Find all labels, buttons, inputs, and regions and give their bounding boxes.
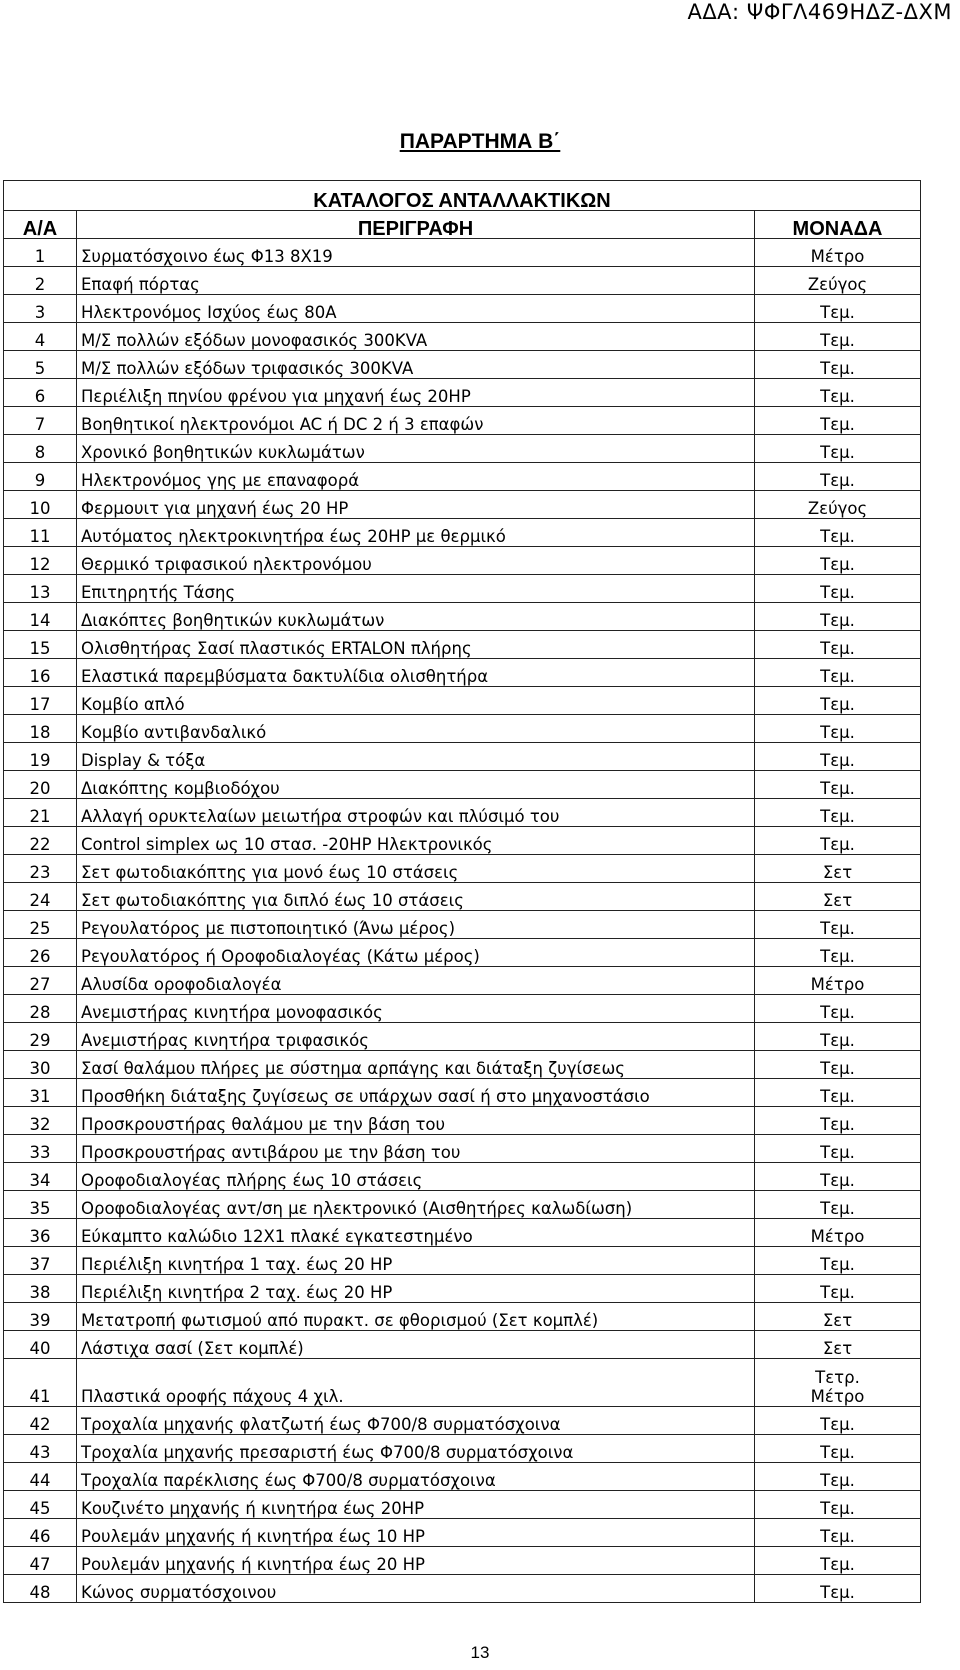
row-description: Επιτηρητής Τάσης xyxy=(77,575,755,603)
row-description: Περιέλιξη κινητήρα 1 ταχ. έως 20 ΗΡ xyxy=(77,1247,755,1275)
table-row xyxy=(4,1407,921,1435)
row-description: Ελαστικά παρεμβύσματα δακτυλίδια ολισθητήρα xyxy=(77,659,755,687)
row-unit: Τεμ. xyxy=(755,715,921,743)
row-unit: Τεμ. xyxy=(755,1107,921,1135)
row-number: 10 xyxy=(4,491,77,519)
row-number: 5 xyxy=(4,351,77,379)
table-row xyxy=(4,1463,921,1491)
row-number: 7 xyxy=(4,407,77,435)
row-description: Προσκρουστήρας θαλάμου με την βάση του xyxy=(77,1107,755,1135)
row-number: 26 xyxy=(4,939,77,967)
row-unit: Τεμ. xyxy=(755,995,921,1023)
row-description: Διακόπτες βοηθητικών κυκλωμάτων xyxy=(77,603,755,631)
row-unit: Τεμ. xyxy=(755,1191,921,1219)
annex-heading: ΠΑΡΑΡΤΗΜΑ Β΄ xyxy=(399,130,561,153)
table-row xyxy=(4,547,921,575)
row-number: 33 xyxy=(4,1135,77,1163)
row-number: 14 xyxy=(4,603,77,631)
row-unit: Τεμ. xyxy=(755,379,921,407)
row-number: 32 xyxy=(4,1107,77,1135)
row-description: Οροφοδιαλογέας αντ/ση με ηλεκτρονικό (Αισθητήρες καλωδίωση) xyxy=(77,1191,755,1219)
row-description: Τροχαλία μηχανής πρεσαριστή έως Φ700/8 συρματόσχοινα xyxy=(77,1435,755,1463)
table-row xyxy=(4,407,921,435)
row-number: 13 xyxy=(4,575,77,603)
table-row xyxy=(4,1303,921,1331)
table-row xyxy=(4,1275,921,1303)
row-number: 18 xyxy=(4,715,77,743)
table-row xyxy=(4,1079,921,1107)
row-number: 8 xyxy=(4,435,77,463)
row-description: Αλυσίδα οροφοδιαλογέα xyxy=(77,967,755,995)
row-description: Αυτόματος ηλεκτροκινητήρα έως 20ΗΡ με θερμικό xyxy=(77,519,755,547)
table-row xyxy=(4,1247,921,1275)
table-row xyxy=(4,827,921,855)
row-description: Κουζινέτο μηχανής ή κινητήρα έως 20ΗΡ xyxy=(77,1491,755,1519)
row-description: Κώνος συρματόσχοινου xyxy=(77,1575,755,1603)
table-row xyxy=(4,295,921,323)
row-description: Σετ φωτοδιακόπτης για μονό έως 10 στάσεις xyxy=(77,855,755,883)
row-unit: Ζεύγος xyxy=(755,267,921,295)
row-number: 22 xyxy=(4,827,77,855)
row-unit: Τεμ. xyxy=(755,603,921,631)
row-unit: Σετ xyxy=(755,1303,921,1331)
row-description: Κομβίο αντιβανδαλικό xyxy=(77,715,755,743)
spare-parts-table xyxy=(3,180,921,1603)
row-number: 9 xyxy=(4,463,77,491)
row-number: 45 xyxy=(4,1491,77,1519)
row-unit: Ζεύγος xyxy=(755,491,921,519)
row-description: Περιέλιξη πηνίου φρένου για μηχανή έως 20ΗΡ xyxy=(77,379,755,407)
row-unit-line2: Μέτρο xyxy=(810,1387,865,1406)
row-description: Ρεγουλατόρος ή Οροφοδιαλογέας (Κάτω μέρος) xyxy=(77,939,755,967)
row-unit: Τεμ. xyxy=(755,323,921,351)
row-unit: Τεμ. xyxy=(755,575,921,603)
document-id: ΑΔΑ: ΨΦΓΛ469ΗΔΖ-ΔΧΜ xyxy=(687,0,952,24)
row-unit: Σετ xyxy=(755,1331,921,1359)
table-row xyxy=(4,799,921,827)
row-description: Σετ φωτοδιακόπτης για διπλό έως 10 στάσεις xyxy=(77,883,755,911)
table-row xyxy=(4,967,921,995)
table-row xyxy=(4,1023,921,1051)
row-description: Ηλεκτρονόμος γης με επαναφορά xyxy=(77,463,755,491)
table-row xyxy=(4,1219,921,1247)
row-number: 19 xyxy=(4,743,77,771)
row-number: 17 xyxy=(4,687,77,715)
row-description: Διακόπτης κομβιοδόχου xyxy=(77,771,755,799)
table-row xyxy=(4,743,921,771)
row-unit: Τεμ. xyxy=(755,547,921,575)
row-unit: Τεμ. xyxy=(755,771,921,799)
row-number: 11 xyxy=(4,519,77,547)
row-unit: Τεμ. xyxy=(755,1079,921,1107)
row-description: Προσκρουστήρας αντιβάρου με την βάση του xyxy=(77,1135,755,1163)
row-unit: Τεμ. xyxy=(755,519,921,547)
table-row xyxy=(4,323,921,351)
table-row xyxy=(4,1135,921,1163)
row-description: Χρονικό βοηθητικών κυκλωμάτων xyxy=(77,435,755,463)
table-row xyxy=(4,435,921,463)
table-row xyxy=(4,1163,921,1191)
row-number: 36 xyxy=(4,1219,77,1247)
table-row xyxy=(4,715,921,743)
table-row xyxy=(4,1331,921,1359)
column-header-unit: ΜΟΝΑΔΑ xyxy=(755,211,921,239)
row-unit: Τεμ. xyxy=(755,1519,921,1547)
row-number: 25 xyxy=(4,911,77,939)
row-number: 16 xyxy=(4,659,77,687)
table-row xyxy=(4,351,921,379)
row-unit: Σετ xyxy=(755,855,921,883)
row-description: Σασί θαλάμου πλήρες με σύστημα αρπάγης και διάταξη ζυγίσεως xyxy=(77,1051,755,1079)
row-number: 38 xyxy=(4,1275,77,1303)
row-number: 35 xyxy=(4,1191,77,1219)
row-unit: Τεμ. xyxy=(755,1163,921,1191)
row-unit: Τεμ. xyxy=(755,799,921,827)
row-description: Τροχαλία μηχανής φλατζωτή έως Φ700/8 συρματόσχοινα xyxy=(77,1407,755,1435)
table-row xyxy=(4,855,921,883)
row-description: Κομβίο απλό xyxy=(77,687,755,715)
column-header-description: ΠΕΡΙΓΡΑΦΗ xyxy=(77,211,755,239)
row-unit: Τεμ. xyxy=(755,1135,921,1163)
row-unit: Τεμ. xyxy=(755,463,921,491)
row-number: 23 xyxy=(4,855,77,883)
table-row xyxy=(4,911,921,939)
row-unit: Τεμ. xyxy=(755,1051,921,1079)
row-unit: Τεμ. xyxy=(755,1435,921,1463)
table-row xyxy=(4,771,921,799)
table-row xyxy=(4,1547,921,1575)
row-number: 44 xyxy=(4,1463,77,1491)
row-description: Τροχαλία παρέκλισης έως Φ700/8 συρματόσχοινα xyxy=(77,1463,755,1491)
row-description: Αλλαγή ορυκτελαίων μειωτήρα στροφών και πλύσιμό του xyxy=(77,799,755,827)
row-number: 48 xyxy=(4,1575,77,1603)
row-unit: Τεμ. xyxy=(755,1463,921,1491)
row-unit: Τεμ. xyxy=(755,911,921,939)
row-number: 47 xyxy=(4,1547,77,1575)
row-number: 34 xyxy=(4,1163,77,1191)
table-row xyxy=(4,659,921,687)
row-description: Ανεμιστήρας κινητήρα τριφασικός xyxy=(77,1023,755,1051)
table-row xyxy=(4,603,921,631)
row-number: 1 xyxy=(4,239,77,267)
table-row xyxy=(4,1435,921,1463)
table-row xyxy=(4,1359,921,1407)
row-number: 24 xyxy=(4,883,77,911)
row-description: Οροφοδιαλογέας πλήρης έως 10 στάσεις xyxy=(77,1163,755,1191)
row-unit: Τεμ. xyxy=(755,743,921,771)
row-description: Πλαστικά οροφής πάχους 4 χιλ. xyxy=(77,1359,755,1407)
row-unit: Τεμ. xyxy=(755,435,921,463)
row-unit: Τεμ. xyxy=(755,827,921,855)
row-unit: Τεμ. xyxy=(755,631,921,659)
row-unit: Τεμ. xyxy=(755,1575,921,1603)
row-unit: Τεμ. xyxy=(755,295,921,323)
table-row xyxy=(4,267,921,295)
row-number: 15 xyxy=(4,631,77,659)
table-row xyxy=(4,883,921,911)
row-unit: Τεμ. xyxy=(755,1547,921,1575)
row-description: Ηλεκτρονόμος Ισχύος έως 80Α xyxy=(77,295,755,323)
row-description: Ολισθητήρας Σασί πλαστικός ERTALON πλήρης xyxy=(77,631,755,659)
row-number: 31 xyxy=(4,1079,77,1107)
table-title-row xyxy=(4,181,921,211)
row-unit: Τεμ. xyxy=(755,687,921,715)
row-unit: Τεμ. xyxy=(755,1407,921,1435)
row-description: Θερμικό τριφασικού ηλεκτρονόμου xyxy=(77,547,755,575)
row-description: Μετατροπή φωτισμού από πυρακτ. σε φθορισμού (Σετ κομπλέ) xyxy=(77,1303,755,1331)
row-description: Λάστιχα σασί (Σετ κομπλέ) xyxy=(77,1331,755,1359)
row-unit: Τεμ. xyxy=(755,1247,921,1275)
row-description: Επαφή πόρτας xyxy=(77,267,755,295)
row-number: 6 xyxy=(4,379,77,407)
row-number: 4 xyxy=(4,323,77,351)
row-unit: Τεμ. xyxy=(755,407,921,435)
row-number: 2 xyxy=(4,267,77,295)
table-row xyxy=(4,687,921,715)
row-unit: Μέτρο xyxy=(755,967,921,995)
table-row xyxy=(4,491,921,519)
table-row xyxy=(4,575,921,603)
table-row xyxy=(4,463,921,491)
table-row xyxy=(4,1519,921,1547)
row-number: 43 xyxy=(4,1435,77,1463)
row-description: Προσθήκη διάταξης ζυγίσεως σε υπάρχων σασί ή στο μηχανοστάσιο xyxy=(77,1079,755,1107)
row-unit xyxy=(755,1359,921,1407)
row-description: Συρματόσχοινο έως Φ13 8Χ19 xyxy=(77,239,755,267)
table-row xyxy=(4,239,921,267)
row-description: Μ/Σ πολλών εξόδων τριφασικός 300KVA xyxy=(77,351,755,379)
table-row xyxy=(4,519,921,547)
row-description: Ρουλεμάν μηχανής ή κινητήρα έως 10 ΗΡ xyxy=(77,1519,755,1547)
row-unit: Τεμ. xyxy=(755,659,921,687)
column-header-aa: Α/Α xyxy=(4,211,77,239)
row-description: Βοηθητικοί ηλεκτρονόμοι AC ή DC 2 ή 3 επαφών xyxy=(77,407,755,435)
row-number: 42 xyxy=(4,1407,77,1435)
row-number: 12 xyxy=(4,547,77,575)
row-description: Εύκαμπτο καλώδιο 12Χ1 πλακέ εγκατεστημένο xyxy=(77,1219,755,1247)
row-number: 28 xyxy=(4,995,77,1023)
row-unit: Τεμ. xyxy=(755,1023,921,1051)
row-description: Φερμουιτ για μηχανή έως 20 ΗΡ xyxy=(77,491,755,519)
row-unit: Τεμ. xyxy=(755,1491,921,1519)
row-unit: Τεμ. xyxy=(755,351,921,379)
table-row xyxy=(4,1491,921,1519)
table-row xyxy=(4,1051,921,1079)
row-description: Control simplex ως 10 στασ. -20HP Ηλεκτρονικός xyxy=(77,827,755,855)
table-title: ΚΑΤΑΛΟΓΟΣ ΑΝΤΑΛΛΑΚΤΙΚΩΝ xyxy=(4,181,921,211)
row-unit: Τεμ. xyxy=(755,1275,921,1303)
row-description: Περιέλιξη κινητήρα 2 ταχ. έως 20 ΗΡ xyxy=(77,1275,755,1303)
table-row xyxy=(4,1191,921,1219)
row-unit: Σετ xyxy=(755,883,921,911)
row-number: 20 xyxy=(4,771,77,799)
row-number: 27 xyxy=(4,967,77,995)
row-number: 29 xyxy=(4,1023,77,1051)
table-row xyxy=(4,939,921,967)
row-number: 46 xyxy=(4,1519,77,1547)
table-row xyxy=(4,995,921,1023)
row-unit: Τεμ. xyxy=(755,939,921,967)
row-number: 41 xyxy=(4,1359,77,1407)
table-row xyxy=(4,631,921,659)
page-number: 13 xyxy=(470,1643,490,1662)
row-description: Ρεγουλατόρος με πιστοποιητικό (Άνω μέρος) xyxy=(77,911,755,939)
row-number: 39 xyxy=(4,1303,77,1331)
row-number: 37 xyxy=(4,1247,77,1275)
row-number: 3 xyxy=(4,295,77,323)
table-row xyxy=(4,1575,921,1603)
table-header-row xyxy=(4,211,921,239)
row-number: 40 xyxy=(4,1331,77,1359)
row-description: Display & τόξα xyxy=(77,743,755,771)
row-number: 21 xyxy=(4,799,77,827)
row-unit-line1: Τετρ. xyxy=(815,1368,860,1387)
row-description: Ανεμιστήρας κινητήρα μονοφασικός xyxy=(77,995,755,1023)
row-unit: Μέτρο xyxy=(755,1219,921,1247)
row-number: 30 xyxy=(4,1051,77,1079)
row-unit: Μέτρο xyxy=(755,239,921,267)
table-row xyxy=(4,379,921,407)
row-description: Ρουλεμάν μηχανής ή κινητήρα έως 20 ΗΡ xyxy=(77,1547,755,1575)
table-row xyxy=(4,1107,921,1135)
row-description: Μ/Σ πολλών εξόδων μονοφασικός 300KVA xyxy=(77,323,755,351)
